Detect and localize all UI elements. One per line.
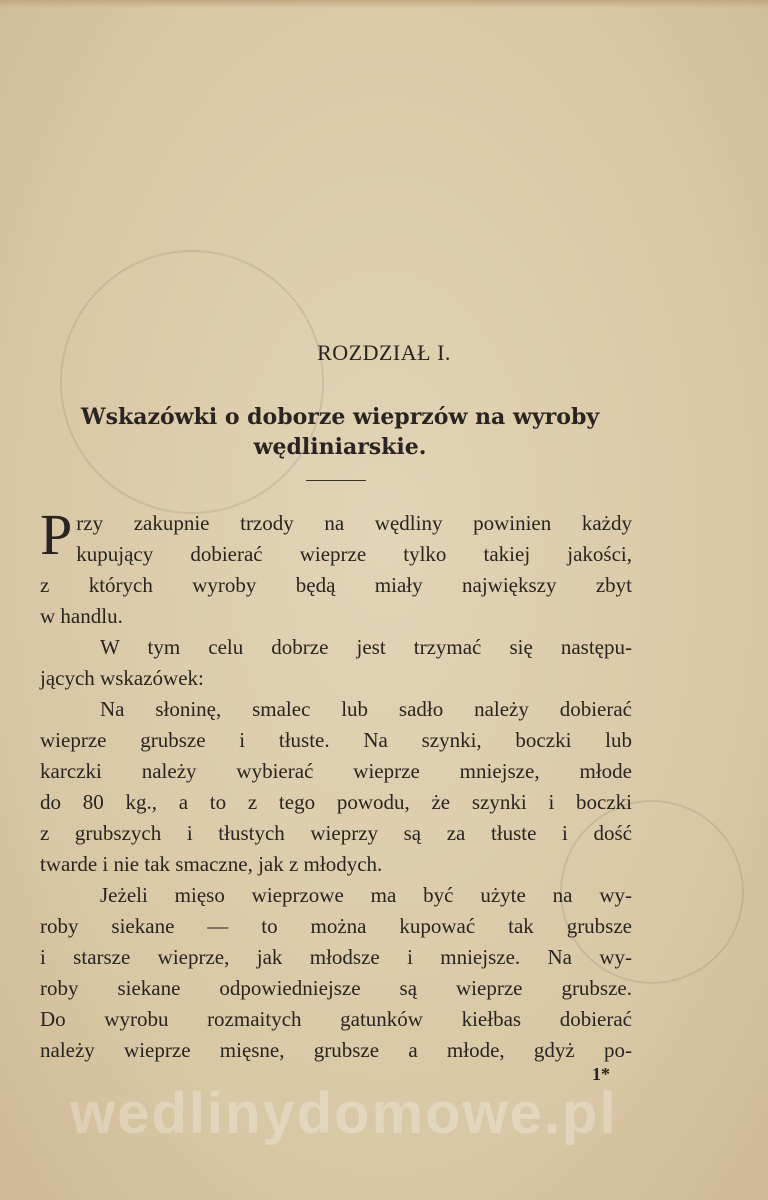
text-line: z których wyroby będą miały największy zbyt: [40, 573, 632, 597]
text-line: kupujący dobierać wieprze tylko takiej jakości,: [76, 542, 632, 566]
divider: [306, 480, 366, 481]
text-line: twarde i nie tak smaczne, jak z młodych.: [40, 852, 383, 876]
text-line: roby siekane odpowiedniejsze są wieprze grubsze.: [40, 976, 632, 1000]
page-top-edge: [0, 0, 768, 8]
text-line: jących wskazówek:: [40, 666, 204, 690]
text-line: Na słoninę, smalec lub sadło należy dobierać: [100, 697, 632, 721]
body-text: [40, 502, 632, 1066]
paragraph: [40, 880, 632, 1066]
text-line: należy wieprze mięsne, grubsze a młode, gdyż po-: [40, 1038, 632, 1062]
text-line: Jeżeli mięso wieprzowe ma być użyte na wy-: [100, 883, 632, 907]
text-line: wieprze grubsze i tłuste. Na szynki, boczki lub: [40, 728, 632, 752]
text-line: W tym celu dobrze jest trzymać się następu-: [100, 635, 632, 659]
text-line: Do wyrobu rozmaitych gatunków kiełbas dobierać: [40, 1007, 632, 1031]
chapter-heading: ROZDZIAŁ I.: [317, 340, 451, 365]
text-line: w handlu.: [40, 604, 123, 628]
text-line: roby siekane — to można kupować tak grubsze: [40, 914, 632, 938]
page-number: 1*: [592, 1064, 610, 1084]
stamp-watermark: [60, 250, 324, 514]
text-line: do 80 kg., a to z tego powodu, że szynki i boczki: [40, 790, 632, 814]
chapter-title-line: wędliniarskie.: [253, 434, 427, 460]
drop-cap: P: [40, 502, 73, 567]
chapter-title: [40, 402, 640, 462]
paragraph: [40, 502, 632, 632]
text-line: i starsze wieprze, jak młodsze i mniejsze. Na wy-: [40, 945, 632, 969]
paragraph: [40, 694, 632, 880]
text-line: karczki należy wybierać wieprze mniejsze, młode: [40, 759, 632, 783]
paragraph: [40, 632, 632, 694]
chapter-title-line: Wskazówki o doborze wieprzów na wyroby: [80, 404, 600, 430]
text-line: z grubszych i tłustych wieprzy są za tłuste i dość: [40, 821, 632, 845]
text-line: rzy zakupnie trzody na wędliny powinien każdy: [76, 511, 632, 535]
watermark: wedlinydomowe.pl: [70, 1081, 618, 1146]
